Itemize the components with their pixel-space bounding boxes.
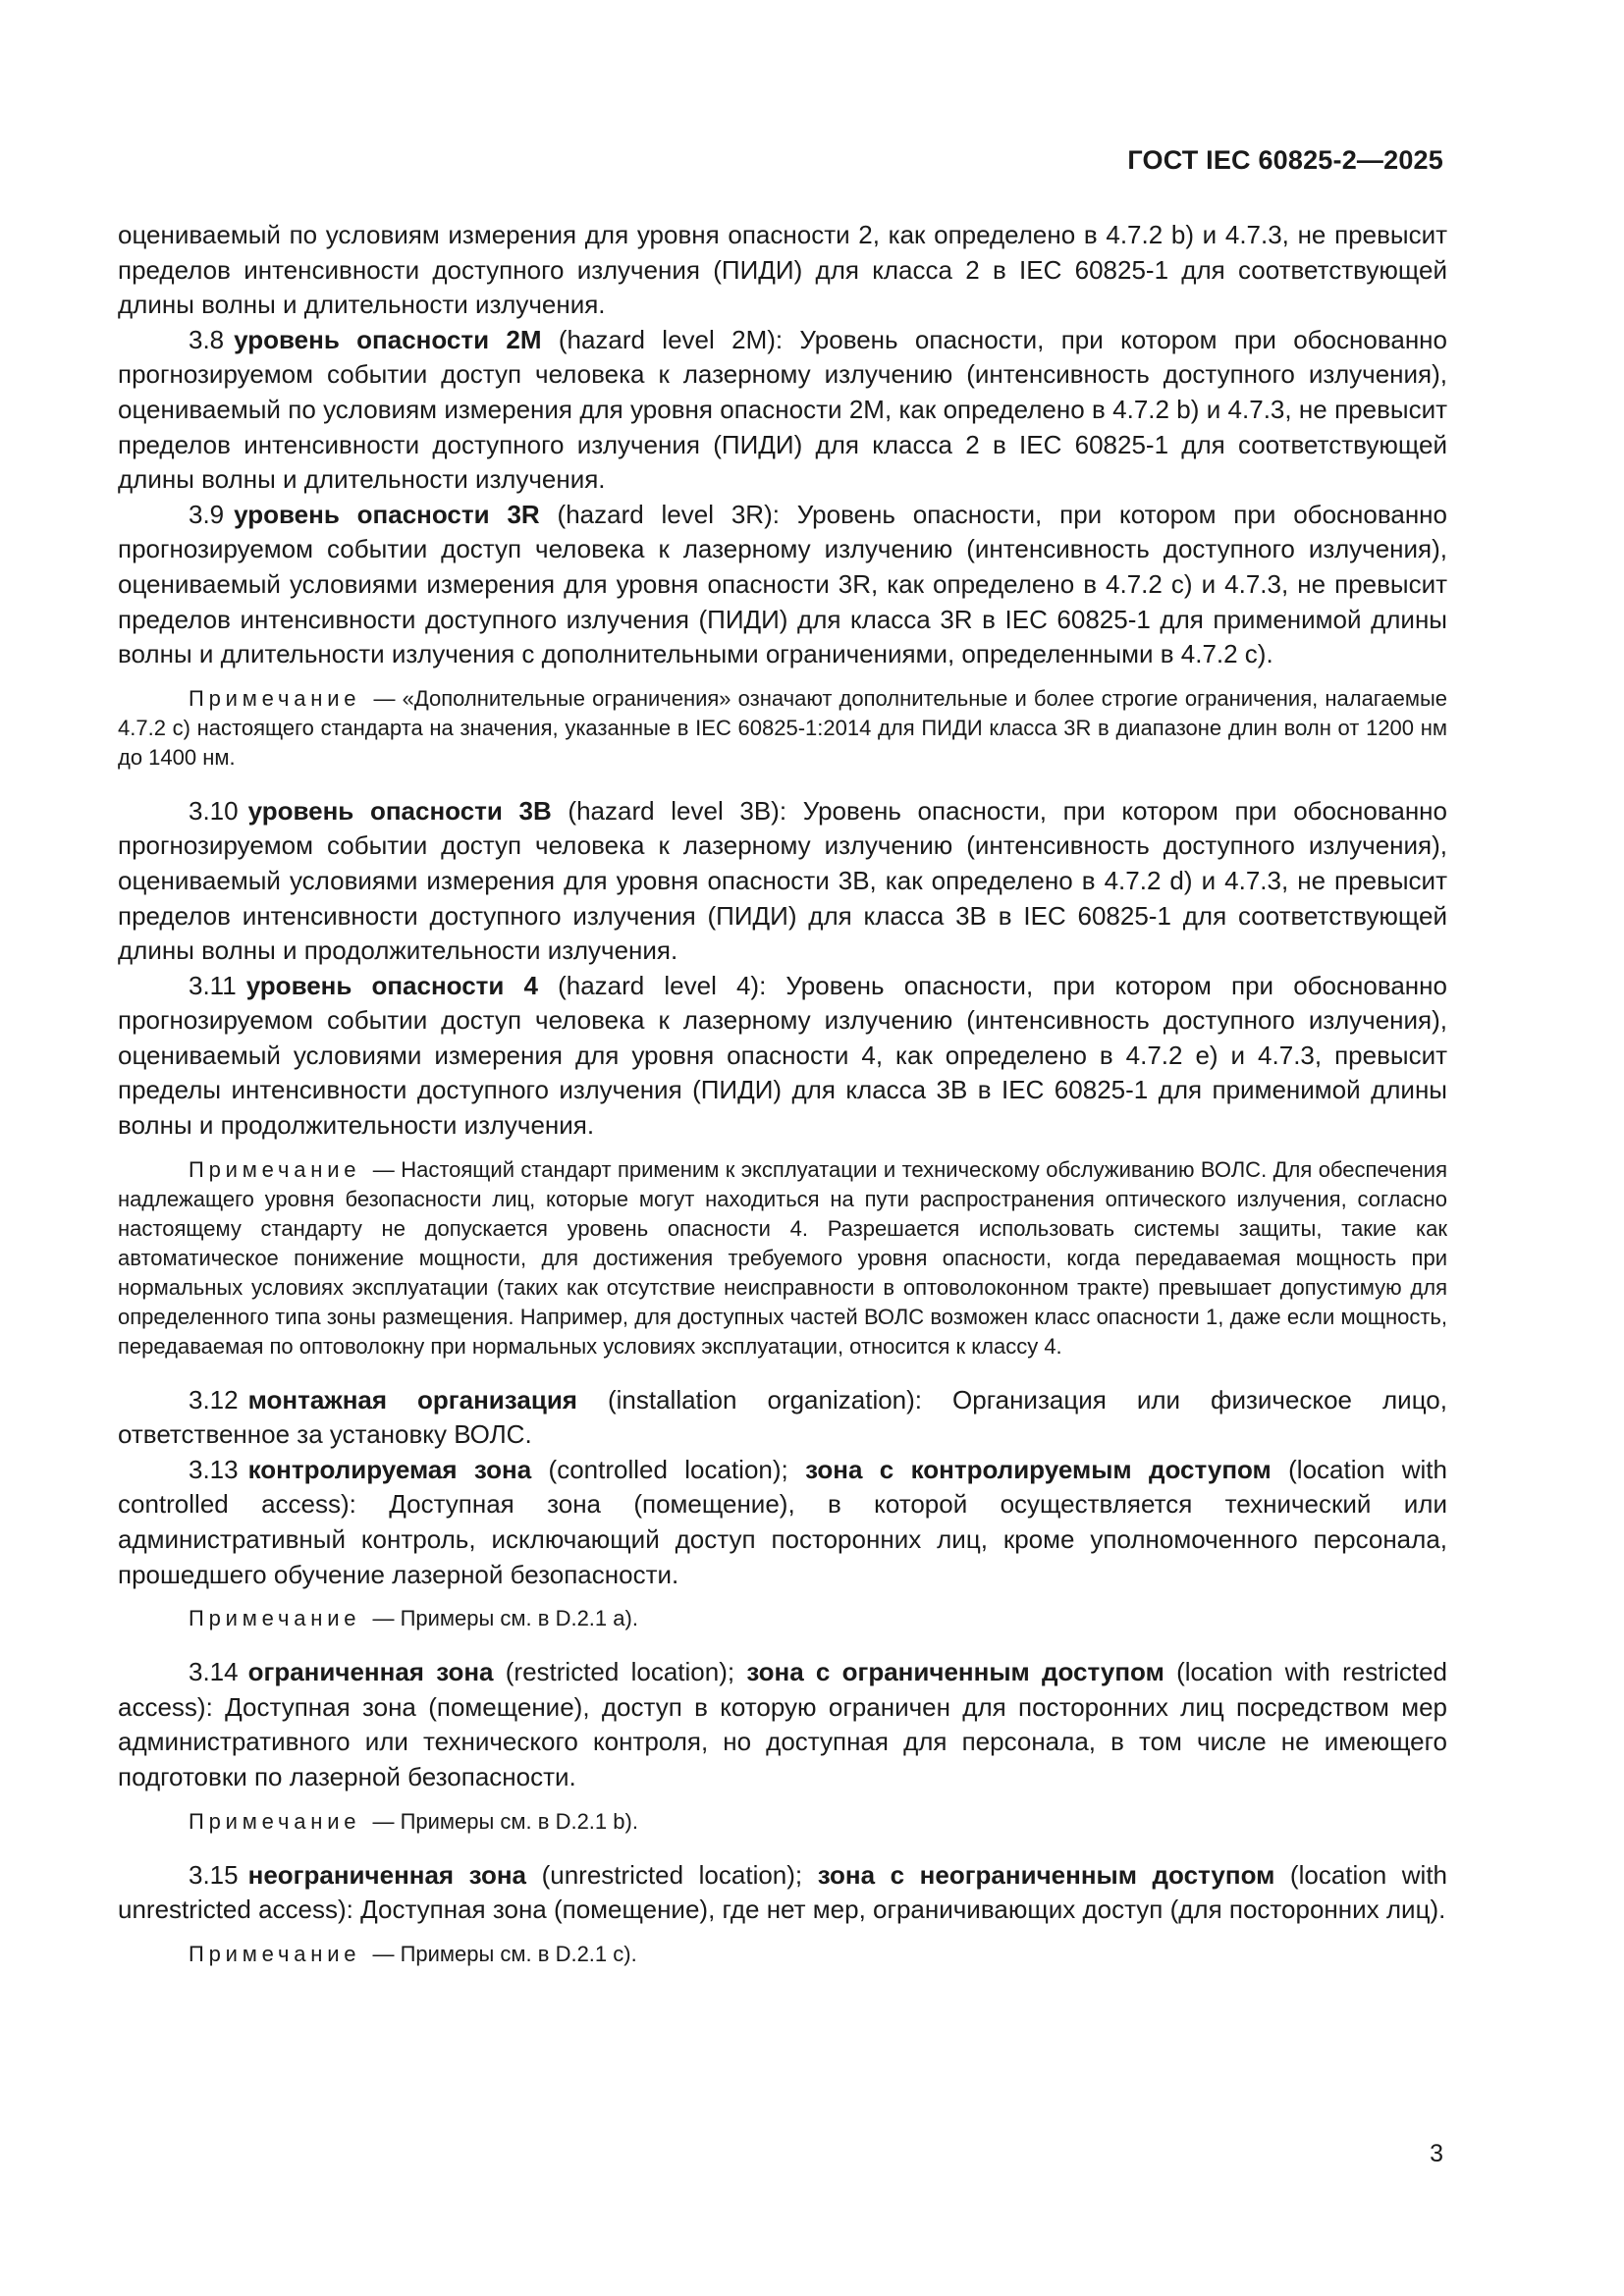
definition-3-8 [118,323,1447,498]
clause-number: 3.14 [189,1657,239,1687]
definition-text-continued: (location with restricted access): Доступная зона (помещение), доступ в которую ограничен для посторонних лиц посредством мер административного или технического контроля, но доступная для персонала, в том числе не имеющего подготовки по лазерной безопасности. [118,1657,1447,1791]
term: уровень опасности 2M [234,324,542,354]
definition-text: (controlled location); [531,1454,806,1484]
definition-3-13 [118,1453,1447,1592]
definition-text-continued: (location with controlled access): Доступная зона (помещение), в которой осуществляется технический или административный контроль, исключающий доступ посторонних лиц, кроме уполномоченного персонала, прошедшего обучение лазерной безопасности. [118,1454,1447,1589]
definition-text: (hazard level 2M): Уровень опасности, при котором при обоснованно прогнозируемом событии доступ человека к лазерному излучению (интенсивность доступного излучения), оцениваемый по условиям измерения для уровня опасности 2M, как определено в 4.7.2 b) и 4.7.3, не превысит пределов интенсивности доступного излучения (ПИДИ) для класса 2 в IEC 60825-1 для соответствующей длины волны и длительности излучения. [118,324,1447,495]
term: контролируемая зона [247,1454,532,1484]
definition-3-9 [118,498,1447,672]
definition-3-15 [118,1858,1447,1928]
note-3-15 [118,1940,1447,1969]
term: неограниченная зона [247,1859,527,1890]
definition-text: (hazard level 4): Уровень опасности, при котором при обоснованно прогнозируемом событии доступ человека к лазерному излучению (интенсивность доступного излучения), оцениваемый условиями измерения для уровня опасности 4, как определено в 4.7.2 e) и 4.7.3, превысит пределы интенсивности доступного излучения (ПИДИ) для класса 3B в IEC 60825-1 для применимой длины волны и продолжительности излучения. [118,970,1447,1141]
term: ограниченная зона [247,1657,494,1687]
note-text: — Примеры см. в D.2.1 a). [366,1606,638,1631]
synonym-term: зона с неограниченным доступом [817,1859,1275,1890]
definition-3-12 [118,1383,1447,1453]
page-number: 3 [1430,2140,1443,2167]
definition-3-14 [118,1655,1447,1794]
note-label: Примечание [189,1808,361,1834]
clause-number: 3.11 [189,970,237,1000]
note-text: — Примеры см. в D.2.1 c). [366,1941,637,1966]
note-text: — «Дополнительные ограничения» означают дополнительные и более строгие ограничения, налагаемые 4.7.2 c) настоящего стандарта на значения, указанные в IEC 60825-1:2014 для ПИДИ класса 3R в диапазоне длин волн от 1200 нм до 1400 нм. [118,685,1447,770]
definition-text: (hazard level 3B): Уровень опасности, при котором при обоснованно прогнозируемом событии доступ человека к лазерному излучению (интенсивность доступного излучения), оцениваемый условиями измерения для уровня опасности 3B, как определено в 4.7.2 d) и 4.7.3, не превысит пределов интенсивности доступного излучения (ПИДИ) для класса 3B в IEC 60825-1 для соответствующей длины волны и продолжительности излучения. [118,795,1447,966]
definition-text: (restricted location); [493,1657,747,1687]
note-3-9 [118,684,1447,773]
term: уровень опасности 3R [234,499,540,529]
note-3-13 [118,1604,1447,1633]
definition-text: (installation organization): Организация или физическое лицо, ответственное за установку ВОЛС. [118,1384,1447,1450]
note-3-11 [118,1155,1447,1362]
definition-text: (hazard level 3R): Уровень опасности, при котором при обоснованно прогнозируемом событии доступ человека к лазерному излучению (интенсивность доступного излучения), оцениваемый условиями измерения для уровня опасности 3R, как определено в 4.7.2 c) и 4.7.3, не превысит пределов интенсивности доступного излучения (ПИДИ) для класса 3R в IEC 60825-1 для применимой длины волны и длительности излучения с дополнительными ограничениями, определенными в 4.7.2 c). [118,499,1447,669]
document-body [118,218,1447,1969]
note-3-14 [118,1807,1447,1837]
note-label: Примечание [189,1156,361,1182]
clause-number: 3.10 [189,795,239,826]
document-header-code: ГОСТ IEC 60825-2—2025 [1127,145,1443,175]
definition-3-11 [118,969,1447,1144]
definition-3-10 [118,794,1447,969]
clause-number: 3.15 [189,1859,239,1890]
note-label: Примечание [189,685,361,711]
note-text: — Настоящий стандарт применим к эксплуатации и техническому обслуживанию ВОЛС. Для обеспечения надлежащего уровня безопасности лиц, которые могут находиться на пути распространения оптического излучения, согласно настоящему стандарту не допускается уровень опасности 4. Разрешается использовать системы защиты, такие как автоматическое понижение мощности, для достижения требуемого уровня опасности, когда передаваемая мощность при нормальных условиях эксплуатации (таких как отсутствие неисправности в оптоволоконном тракте) превышает допустимую для определенного типа зоны размещения. Например, для доступных частей ВОЛС возможен класс опасности 1, даже если мощность, передаваемая по оптоволокну при нормальных условиях эксплуатации, относится к классу 4. [118,1156,1447,1359]
synonym-term: зона с контролируемым доступом [805,1454,1272,1484]
continued-paragraph: оцениваемый по условиям измерения для уровня опасности 2, как определено в 4.7.2 b) и 4.7.3, не превысит пределов интенсивности доступного излучения (ПИДИ) для класса 2 в IEC 60825-1 для соответствующей длины волны и длительности излучения. [118,220,1447,320]
clause-number: 3.13 [189,1454,239,1484]
clause-number: 3.8 [189,324,225,354]
clause-number: 3.12 [189,1384,239,1415]
note-text: — Примеры см. в D.2.1 b). [366,1808,638,1834]
note-label: Примечание [189,1606,361,1631]
synonym-term: зона с ограниченным доступом [746,1657,1164,1687]
term: монтажная организация [247,1384,577,1415]
term: уровень опасности 3B [247,795,552,826]
note-label: Примечание [189,1941,361,1966]
definition-text-continued: (location with unrestricted access): Доступная зона (помещение), где нет мер, ограничивающих доступ (для посторонних лиц). [118,1859,1448,1925]
definition-text: (unrestricted location); [526,1859,818,1890]
term: уровень опасности 4 [245,970,538,1000]
clause-number: 3.9 [189,499,225,529]
